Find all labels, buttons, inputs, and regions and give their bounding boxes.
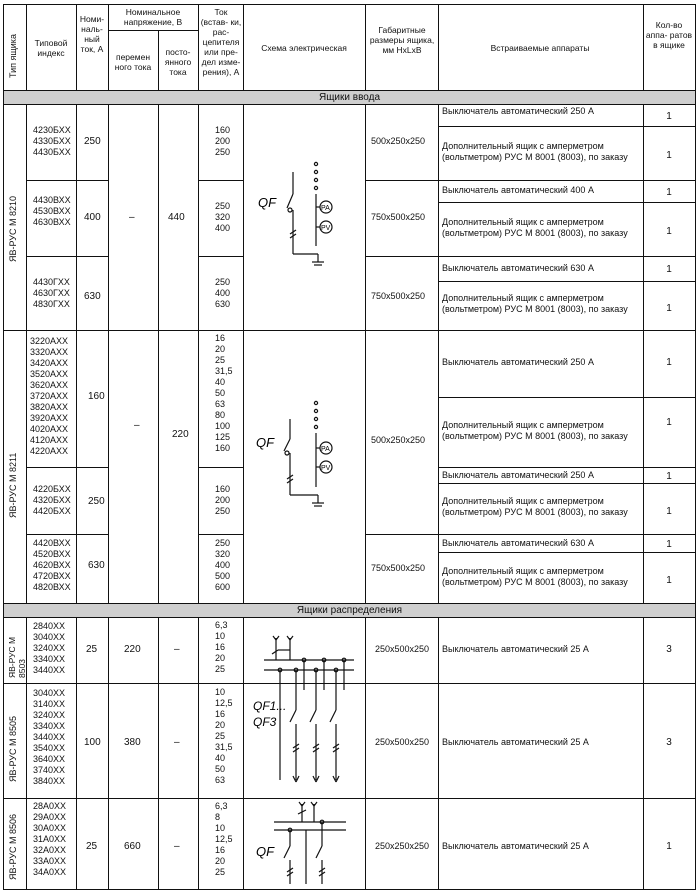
voltage-ac-8505: 380 [124,737,141,748]
type-8210: ЯВ-РУС М 8210 [8,195,18,262]
count-8211-a-2: 1 [666,417,672,428]
nominal-8210-v: 400 [84,212,101,223]
indices-8210-g: 4430ГХХ 4630ГХХ 4830ГХХ [33,277,70,309]
count-8210-v-2: 1 [666,226,672,237]
dims-8210-v: 750x500x250 [371,212,426,222]
scheme-8211 [250,395,360,515]
currents-8211-v: 250 320 400 500 600 [215,538,231,592]
nominal-8505: 100 [84,737,101,748]
dims-8506: 250x250x250 [375,841,430,851]
device-8211-b-1: Выключатель автоматический 250 А [442,470,594,480]
indices-8210-v: 4430ВХХ 4530ВХХ 4630ВХХ [33,195,71,227]
pa-label-8210: PA [321,205,330,212]
indices-8211-a: 3220АХХ 3320АХХ 3420АХХ 3520АХХ 3620АХХ 3720АХХ 3820АХХ 3920АХХ 4020АХХ 4120АХХ 4220АХХ [30,336,69,456]
feeder-lines [278,658,346,782]
nominal-8506: 25 [86,841,98,852]
nominal-8503: 25 [86,644,98,655]
device-8506: Выключатель автоматический 25 А [442,841,589,851]
device-8210-g-1: Выключатель автоматический 630 А [442,263,594,273]
header-nominal-current: Номи- наль- ный ток, А [79,14,105,54]
pv-label-8210: PV [321,225,331,232]
count-8211-b-1: 1 [666,471,672,482]
currents-8505: 10 12,5 16 20 25 31,5 40 50 63 [215,687,233,785]
device-8505: Выключатель автоматический 25 А [442,737,589,747]
nominal-8210-b: 250 [84,136,101,147]
currents-8210-v: 250 320 400 [215,201,231,233]
count-8210-g-1: 1 [666,264,672,275]
qf-label-8210: QF [258,195,277,210]
currents-8503: 6,3 10 16 20 25 [215,620,228,674]
count-8211-v-2: 1 [666,575,672,586]
voltage-dc-8505: – [174,737,180,748]
qf3-label: QF3 [253,715,277,729]
device-8211-b-2: Дополнительный ящик с амперметром (вольтметром) РУС М 8001 (8003), по заказу [442,496,628,517]
dims-8210-g: 750x500x250 [371,291,426,301]
scheme-8506 [250,800,360,888]
qf1-label: QF1... [253,699,287,713]
count-8211-v-1: 1 [666,539,672,550]
voltage-dc-8503: – [174,644,180,655]
header-count: Кол-во аппа- ратов в ящике [645,20,693,50]
currents-8506: 6,3 8 10 12,5 16 20 25 [215,801,233,877]
count-8506: 1 [666,841,672,852]
count-8210-b-1: 1 [666,111,672,122]
indices-8506: 28А0ХХ 29А0ХХ 30А0ХХ 31А0ХХ 32А0ХХ 33А0ХХ 34А0ХХ [33,801,67,877]
nominal-8211-v: 630 [88,560,105,571]
header-devices: Встраиваемые аппараты [490,43,590,53]
header-type: Тип ящика [8,34,18,78]
voltage-dc-8506: – [174,841,180,852]
count-8210-b-2: 1 [666,150,672,161]
section-input-title: Ящики ввода [318,92,381,103]
nominal-8211-a: 160 [88,391,105,402]
device-8210-v-1: Выключатель автоматический 400 А [442,185,594,195]
count-8210-g-2: 1 [666,303,672,314]
voltage-ac-8503: 220 [124,644,141,655]
dims-8211-v: 750x500x250 [371,563,426,573]
header-index: Типовой индекс [34,38,68,58]
type-8506: ЯВ-РУС М 8506 [8,813,18,880]
indices-8505: 3040ХХ 3140ХХ 3240ХХ 3340ХХ 3440ХХ 3540ХХ 3640ХХ 3740ХХ 3840ХХ [33,688,66,786]
section-input-band [4,91,695,104]
count-8503: 3 [666,644,672,655]
type-8503: ЯВ-РУС М 8503 [7,636,27,678]
count-8211-a-1: 1 [666,357,672,368]
voltage-dc-8210: 440 [168,212,185,223]
nominal-8211-b: 250 [88,496,105,507]
count-8210-v-1: 1 [666,187,672,198]
dims-8503: 250x500x250 [375,644,430,654]
header-voltage: Номинальное напряжение, В [123,7,183,27]
indices-8503: 2840ХХ 3040ХХ 3240ХХ 3340ХХ 3440ХХ [33,621,66,675]
device-8211-v-1: Выключатель автоматический 630 А [442,538,594,548]
section-distribution-title: Ящики распределения [296,605,403,616]
device-8210-b-1: Выключатель автоматический 250 А [442,106,594,116]
voltage-ac-8210: – [129,212,135,223]
device-8211-a-1: Выключатель автоматический 250 А [442,357,594,367]
header-voltage-ac: перемен ного тока [114,52,152,72]
header-current: Ток (встав- ки, рас- цепителя или пре- дел изме- рения), А [200,7,242,77]
pa-label-8211: PA [321,446,330,453]
section-distribution-band [4,604,695,617]
count-8211-b-2: 1 [666,506,672,517]
header-scheme: Схема электрическая [261,43,347,53]
currents-8211-a: 16 20 25 31,5 40 50 63 80 100 125 160 [215,333,233,453]
header-dimensions: Габаритные размеры ящика, мм HxLxB [369,25,435,55]
device-8210-g-2: Дополнительный ящик с амперметром (вольтметром) РУС М 8001 (8003), по заказу [442,293,628,314]
dims-8210-b: 500x250x250 [371,136,426,146]
device-8211-v-2: Дополнительный ящик с амперметром (вольтметром) РУС М 8001 (8003), по заказу [442,566,628,587]
type-8505: ЯВ-РУС М 8505 [8,715,18,782]
device-8211-a-2: Дополнительный ящик с амперметром (вольтметром) РУС М 8001 (8003), по заказу [442,420,628,441]
voltage-ac-8506: 660 [124,841,141,852]
currents-8210-b: 160 200 250 [215,125,231,157]
device-8210-v-2: Дополнительный ящик с амперметром (вольтметром) РУС М 8001 (8003), по заказу [442,217,628,238]
indices-8211-b: 4220БХХ 4320БХХ 4420БХХ [33,484,71,516]
indices-8211-v: 4420ВХХ 4520ВХХ 4620ВХХ 4720ВХХ 4820ВХХ [33,538,71,592]
scheme-8503-8505 [250,630,360,790]
voltage-dc-8211: 220 [172,429,189,440]
currents-8211-b: 160 200 250 [215,484,231,516]
qf-label-8506: QF [256,844,275,859]
nominal-8210-g: 630 [84,291,101,302]
scheme-8210 [250,150,360,270]
count-8505: 3 [666,737,672,748]
type-8211: ЯВ-РУС М 8211 [8,452,18,518]
pv-label-8211: PV [321,465,331,472]
header-voltage-dc: посто- янного тока [164,47,192,77]
dims-8211-ab: 500x250x250 [371,435,426,445]
device-8503: Выключатель автоматический 25 А [442,644,589,654]
qf-label-8211: QF [256,435,275,450]
device-8210-b-2: Дополнительный ящик с амперметром (вольтметром) РУС М 8001 (8003), по заказу [442,141,628,162]
currents-8210-g: 250 400 630 [215,277,231,309]
indices-8210-b: 4230БХХ 4330БХХ 4430БХХ [33,125,71,157]
voltage-ac-8211: – [134,420,140,431]
dims-8505: 250x500x250 [375,737,430,747]
